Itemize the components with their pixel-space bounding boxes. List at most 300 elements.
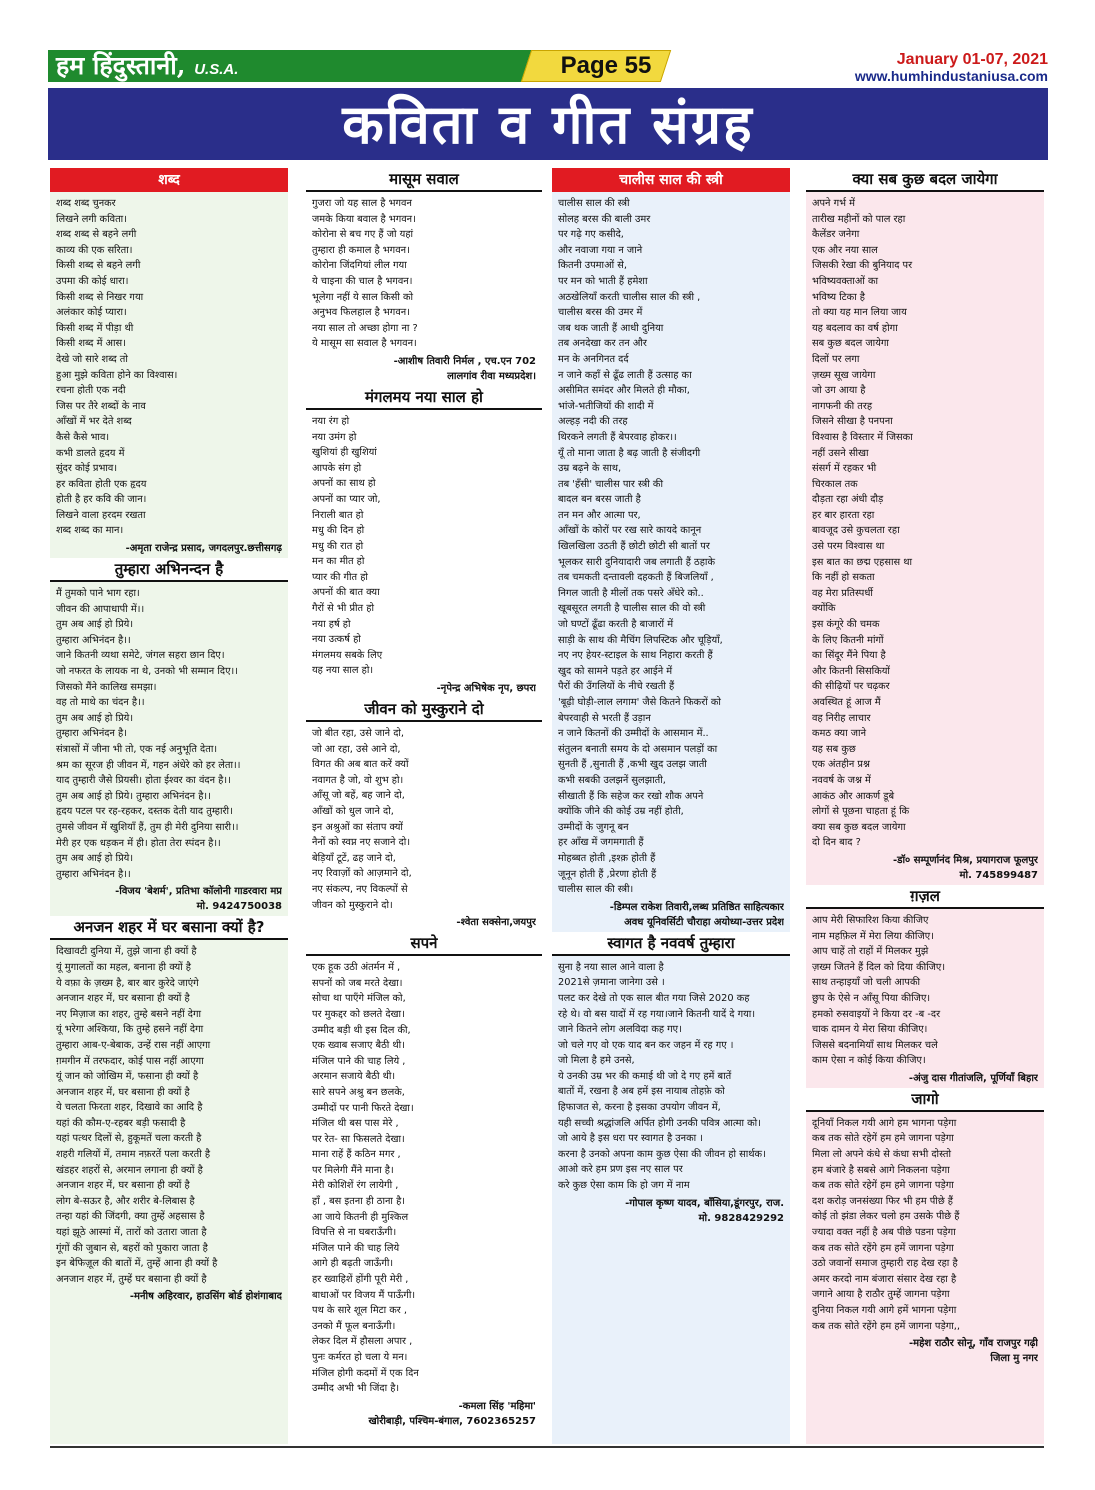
- poem-body: [50, 196, 288, 539]
- text-line: होती है हर कवि की जान।: [56, 494, 147, 506]
- text-line: ये मासूम सा सवाल है भगवन।: [312, 338, 417, 350]
- poem-body: [306, 414, 542, 679]
- text-line: इस कंगूरे की चमक: [812, 619, 880, 631]
- text-line: आगे ही बढ़ती जाऊँगी।: [312, 1258, 394, 1270]
- text-line: यूं मुगालतों का महल, बनाना ही क्यों है: [56, 961, 191, 973]
- text-line: मोहब्बत होती ,इश्क़ होती हैं: [558, 852, 656, 864]
- text-line: आँखों के कोरों पर रख सारे कायदे कानून: [558, 525, 702, 537]
- text-line: अरमान सजाये बैठी थी।: [312, 1071, 396, 1083]
- text-line: दुनिया निकल गयी आगे हमें भागना पड़ेगा: [812, 1305, 957, 1316]
- text-line: क्या सब कुछ बदल जायेगा: [812, 821, 906, 833]
- text-line: गुजरा जो यह साल है भगवन: [312, 198, 412, 209]
- text-line: मिला लो अपने कंधे से कंधा सभी दोस्तो: [812, 1149, 952, 1161]
- text-line: जो घण्टों ढूँढा करती है बाजारों में: [558, 619, 674, 631]
- text-line: मधु की रात हो: [312, 540, 364, 552]
- text-line: रहे थे। वो बस यादों में रह गया।जाने कितनी यादें दे गया।: [558, 1008, 756, 1020]
- text-line: शब्द शब्द चुनकर: [56, 198, 116, 209]
- poem-title: ग़ज़ल: [806, 885, 1044, 909]
- text-line: 2021से ज़माना जानेगा उसे ।: [558, 977, 665, 989]
- poem-credit: [306, 679, 542, 698]
- text-line: असीमित समंदर और मिलते ही मौका,: [558, 385, 690, 397]
- text-line: जो आये है इस धरा पर स्वागत है उनका ।: [558, 1133, 703, 1145]
- text-line: नहीं उसने सीखा: [812, 447, 869, 459]
- text-line: खिलखिला उठती हैं छोटी छोटी सी बातों पर: [558, 541, 710, 553]
- text-line: तुम अब आई हो प्रिये।: [56, 619, 134, 631]
- text-line: -अमृता राजेन्द्र प्रसाद, जगदलपुर.छत्तीसगढ़: [125, 543, 282, 555]
- text-line: नए मिज़ाज का शहर, तुम्हे बसने नहीं देगा: [56, 1008, 202, 1020]
- text-line: गैरों से भी प्रीत हो: [312, 603, 374, 615]
- text-line: पैरों की उँगलियों के नीचे रखती हैं: [558, 681, 675, 693]
- text-line: आ जाये कितनी ही मुश्किल: [312, 1211, 409, 1223]
- poem-credit: [806, 851, 1044, 885]
- text-line: कब तक सोते रहेगें हम हमे जागना पड़ेगा: [812, 1133, 954, 1145]
- text-line: लोग बे-सऊर है, और शरीर बे-लिबास है: [56, 1195, 195, 1207]
- text-line: संत्रासों में जीना भी तो, एक नई अनुभूति देता।: [56, 744, 218, 755]
- text-line: विगत की अब बात करें क्यों: [312, 759, 409, 771]
- text-line: जाने कितनी व्यथा समेटे, जंगल सहरा छान दिए।: [56, 650, 225, 662]
- text-line: भूलेगा नहीं ये साल किसी को: [312, 291, 414, 303]
- text-line: याद तुम्हारी जैसे प्रियसी। होता ईश्वर का वंदन है।।: [56, 775, 231, 787]
- text-line: हर बार हारता रहा: [812, 509, 875, 521]
- text-line: -आशीष तिवारी निर्मल , एच.एन 702: [393, 355, 536, 367]
- text-line: यही सच्ची श्रद्धांजलि अर्पित होगी उनकी पवित्र आत्मा को।: [558, 1117, 761, 1129]
- text-line: तुम्हारा आब-ए-बेबाक, उन्हें रास नहीं आएगा: [56, 1039, 211, 1051]
- text-line: पर मन को भाती हैं हमेशा: [558, 275, 648, 287]
- text-line: मंजिल पाने की चाह लिये ,: [312, 1055, 406, 1067]
- text-line: कभी डालते हृदय में: [56, 447, 125, 459]
- text-line: शब्द शब्द का मान।: [56, 525, 124, 537]
- text-line: ज़ख्म सूख जायेगा: [812, 369, 876, 381]
- text-line: एक ख्वाब सजाए बैठी थी।: [312, 1040, 405, 1052]
- text-line: भविष्यवक्ताओं का: [812, 275, 879, 287]
- text-line: तब चमकती दन्तावली दहकती हैं बिजलियाँ ,: [558, 572, 714, 584]
- text-line: भविष्य टिका है: [812, 291, 865, 303]
- text-line: आकंठ और आकर्ण डूबे: [812, 790, 895, 802]
- text-line: नैनों को स्वप्न नए सजाने दो।: [312, 837, 411, 849]
- text-line: पलट कर देखे तो एक साल बीत गया जिसे 2020 कह: [558, 992, 750, 1004]
- text-line: किसी शब्द से निखर गया: [56, 291, 144, 303]
- text-line: अनुभव फिलहाल है भगवन।: [312, 307, 410, 319]
- text-line: मंजिल पाने की चाह लिये: [312, 1242, 400, 1254]
- text-line: ये उनकी उम्र भर की कमाई थी जो दे गए हमें बातें: [558, 1070, 732, 1082]
- text-line: सुनती हैं ,सुनाती हैं ,कभी खुद उलझ जाती: [558, 759, 707, 771]
- poem-credit: [306, 1397, 542, 1431]
- poem-title: स्वागत है नववर्ष तुम्हारा: [552, 932, 790, 956]
- poem-credit: [552, 1194, 790, 1228]
- text-line: और नवाजा गया न जाने: [558, 244, 643, 256]
- poem-credit: [50, 882, 288, 916]
- text-line: कमठ क्या जाने: [812, 728, 867, 740]
- text-line: सारे सपने अश्रु बन छलके,: [312, 1086, 405, 1098]
- text-line: सोलह बरस की बाली उमर: [558, 213, 651, 225]
- text-line: कभी सबकी उलझनें सुलझाती,: [558, 774, 666, 786]
- text-line: हर ख्वाहिशें होंगी पूरी मेरी ,: [312, 1274, 409, 1286]
- text-line: हुआ मुझे कविता होने का विश्वास।: [56, 369, 178, 381]
- text-line: कितनी उपमाओं से,: [558, 260, 627, 272]
- text-line: बादल बन बरस जाती है: [558, 494, 641, 506]
- text-line: ज्यादा वक्त नहीं है अब पीछे पडना पड़ेगा: [812, 1227, 956, 1239]
- text-line: कि नहीं हो सकता: [812, 572, 875, 584]
- text-line: -श्वेता सक्सेना,जयपुर: [456, 917, 536, 929]
- text-line: तुम अब आई हो प्रिये। तुम्हारा अभिनंदन है।।: [56, 790, 211, 802]
- text-line: किसी शब्द में आस।: [56, 338, 126, 350]
- column-1: [50, 168, 288, 1444]
- text-line: उपमा की कोई धारा।: [56, 275, 129, 287]
- text-line: रचना होती एक नदी: [56, 385, 126, 397]
- text-line: आपके संग हो: [312, 462, 362, 474]
- poem-title: तुम्हारा अभिनन्दन है: [50, 558, 288, 582]
- poem-body: [50, 586, 288, 882]
- text-line: ग़मगीन में तरफदार, कोई पास नहीं आएगा: [56, 1055, 204, 1067]
- text-line: यूं भरेगा अश्किया, कि तुम्हे हसने नहीं देगा: [56, 1024, 204, 1036]
- text-line: जिस पर तैरे शब्दों के नाव: [56, 400, 146, 412]
- text-line: इन बेफिज़ूल की बातों में, तुम्हें आना ही क्यों है: [56, 1258, 218, 1270]
- poem-title: जागो: [806, 1088, 1044, 1112]
- text-line: कब तक सोते रहेगें हम हमे जागना पड़ेगा: [812, 1180, 954, 1192]
- text-line: मंगलमय सबके लिए: [312, 649, 383, 661]
- text-line: आँखों में भर देते शब्द: [56, 416, 132, 428]
- text-line: उठो जवानों समाज तुम्हारी राह देख रहा है: [812, 1258, 958, 1270]
- text-line: यूँ तो माना जाता है बढ़ जाती है संजीदगी: [558, 447, 701, 459]
- text-line: तुम्हारा अभिनंदन है।।: [56, 634, 131, 646]
- text-line: साथ तन्हाइयाँ जो चली आपकी: [812, 977, 921, 989]
- text-line: अठखेलियाँ करती चालीस साल की स्त्री ,: [558, 291, 701, 303]
- text-line: ये वफ़ा के ज़ख्म है, बार बार कुरेदे जाएंगे: [56, 977, 199, 989]
- text-line: क्योंकि जीने की कोई उम्र नहीं होती,: [558, 806, 684, 818]
- text-line: कैलेंडर जनेगा: [812, 229, 860, 241]
- text-line: कोई तो झंडा लेकर चलो हम उसके पीछे हैं: [812, 1211, 960, 1223]
- text-line: लेकर दिल में हौसला अपार ,: [312, 1336, 413, 1348]
- text-line: एक और नया साल: [812, 244, 878, 256]
- text-line: जो मिला है हमे उनसे,: [558, 1055, 635, 1067]
- text-line: अमर करदो नाम बंजारा संसार देख रहा है: [812, 1273, 957, 1285]
- text-line: और कितनी सिसकियों: [812, 665, 890, 677]
- text-line: जो नफरत के लायक ना थे, उनको भी सम्मान दिए।।: [56, 666, 238, 678]
- text-line: का सिंदूर मैंने पिया है: [812, 650, 886, 662]
- text-line: शहरी गलियों में, तमाम नफ़रतें पला करती है: [56, 1149, 211, 1161]
- text-line: अपनों का प्यार जो,: [312, 493, 381, 505]
- text-line: सब कुछ बदल जायेगा: [812, 338, 889, 350]
- text-line: नया साल तो अच्छा होगा ना ?: [312, 322, 418, 334]
- text-line: नए नए हेयर-स्टाइल के साथ निहारा करती हैं: [558, 650, 713, 662]
- page-number: Page 55: [560, 52, 652, 79]
- text-line: वह तो माथे का चंदन है।।: [56, 697, 145, 709]
- text-line: अनजान शहर में, तुम्हें घर बसाना ही क्यों है: [56, 1273, 207, 1285]
- text-line: उम्र बढ़ने के साथ,: [558, 463, 622, 475]
- text-line: पथ के सारे शूल मिटा कर ,: [312, 1305, 408, 1317]
- text-line: यह नया साल हो।: [312, 665, 374, 677]
- website-link[interactable]: www.humhindustaniusa.com: [854, 68, 1048, 84]
- text-line: जो आ रहा, उसे आने दो,: [312, 743, 401, 755]
- text-line: किसी शब्द से बहने लगी: [56, 260, 141, 272]
- text-line: मंजिल होगी कदमों में एक दिन: [312, 1367, 419, 1379]
- text-line: खोरीबाड़ी, पश्चिम-बंगाल, 7602365257: [368, 1415, 536, 1427]
- text-line: नवागत है जो, वो शुभ हो।: [312, 774, 404, 786]
- text-line: यह बदलाव का वर्ष होगा: [812, 322, 898, 334]
- text-line: इन अश्रुओं का संताप क्यों: [312, 821, 403, 833]
- text-line: करना है उनको अपना काम कुछ ऐसा की जीवन हो सार्थक।: [558, 1148, 766, 1160]
- text-line: आप चाहें तो राहों में मिलकर मुझे: [812, 946, 929, 958]
- text-line: प्यार की गीत हो: [312, 571, 368, 583]
- text-line: हिफाजत से, करना है इसका उपयोग जीवन में,: [558, 1102, 721, 1114]
- text-line: नए रिवाज़ों को आज़माने दो,: [312, 868, 412, 880]
- text-line: 'बूढ़ी घोड़ी-लाल लगाम' जैसे कितने फिकरों को: [558, 697, 721, 708]
- text-line: निगल जाती है मीलों तक पसरे अँधेरे को..: [558, 587, 704, 599]
- text-line: संसर्ग में रहकर भी: [812, 463, 877, 475]
- text-line: जीवन की आपाधापी में।।: [56, 603, 145, 615]
- text-line: किसी शब्द में पीड़ा थी: [56, 322, 134, 334]
- text-line: उम्मीद बड़ी थी इस दिल की,: [312, 1024, 411, 1036]
- text-line: जब थक जाती हैं आधी दुनिया: [558, 322, 664, 334]
- text-line: शब्द शब्द से बहने लगी: [56, 229, 137, 241]
- text-line: तब 'हँसी' चालीस पार स्त्री की: [558, 478, 663, 490]
- text-line: दो दिन बाद ?: [812, 837, 861, 849]
- text-line: संतुलन बनाती समय के दो असमान पलड़ों का: [558, 743, 718, 755]
- text-line: बावजूद उसे कुचलता रहा: [812, 525, 900, 537]
- text-line: नागफनी की तरह: [812, 400, 873, 412]
- text-line: बेड़ियाँ टूटें, ढह जाने दो,: [312, 852, 396, 864]
- text-line: बातों में, रखना है अब हमें इस नायाब तोहफ़े को: [558, 1086, 725, 1098]
- text-line: तारीख महीनों को पाल रहा: [812, 213, 906, 225]
- text-line: दूनियाँ निकल गयी आगे हम भागना पड़ेगा: [812, 1117, 957, 1129]
- text-line: चिरकाल तक: [812, 478, 858, 490]
- poem-body: [552, 960, 790, 1194]
- text-line: तन मन और आत्मा पर,: [558, 509, 641, 521]
- text-line: मधु की दिन हो: [312, 525, 365, 537]
- text-line: हृदय पटल पर रह-रहकर, दस्तक देती याद तुम्हारी।: [56, 806, 233, 818]
- text-line: अवध यूनिवर्सिटी चौराहा अयोध्या-उत्तर प्रदेश: [624, 916, 784, 928]
- text-line: ज़ख्म जितने हैं दिल को दिया कीजिए।: [812, 961, 946, 973]
- text-line: नया उमंग हो: [312, 431, 357, 443]
- text-line: कब तक सोते रहेंगे हम हमें जागना पड़ेगा: [812, 1242, 954, 1254]
- text-line: भूलकर सारी दुनियादारी जब लगाती हैं ठहाके: [558, 556, 715, 568]
- text-line: जिसने सीखा है पनपना: [812, 416, 893, 428]
- text-line: अपनों का साथ हो: [312, 478, 376, 490]
- text-line: आप मेरी सिफारिश किया कीजिए: [812, 914, 929, 926]
- text-line: आँखों को धुल जाने दो,: [312, 806, 394, 817]
- column-4: [806, 168, 1044, 1444]
- poem-credit: [806, 1069, 1044, 1088]
- text-line: मो. 9828429292: [698, 1212, 784, 1224]
- text-line: न जाने कहाँ से ढूँढ लाती हैं उत्साह का: [558, 369, 692, 381]
- text-line: कब तक सोते रहेंगे हम हमें जागना पड़ेगा,,: [812, 1320, 960, 1332]
- text-line: हर कविता होती एक हृदय: [56, 478, 147, 490]
- text-line: नाम महफ़िल में मेरा लिया कीजिए।: [812, 930, 934, 942]
- text-line: नया रंग हो: [312, 415, 350, 427]
- text-line: चालीस साल की स्त्री।: [558, 884, 634, 896]
- text-line: पर रेत- सा फिसलते देखा।: [312, 1133, 405, 1145]
- text-line: उम्मीदों के जुगनू बन: [558, 821, 629, 833]
- text-line: सीखाती हैं कि सहेज कर रखो शौक अपने: [558, 790, 704, 802]
- text-line: भांजे-भतीजियों की शादी में: [558, 400, 654, 412]
- text-line: ये चाइना की चाल है भगवन।: [312, 275, 413, 287]
- text-line: काव्य की एक सरिता।: [56, 244, 133, 256]
- text-line: अपनों की बात क्या: [312, 587, 380, 599]
- text-line: मन के अनगिनत दर्द: [558, 353, 629, 365]
- text-line: -अंजु दास गीतांजलि, पूर्णियाँ बिहार: [908, 1072, 1038, 1084]
- text-line: तुमसे जीवन में खुशियाँ हैं, तुम ही मेरी दुनिया सारी।।: [56, 821, 239, 833]
- text-line: पर मुकद्दर को छलते देखा।: [312, 1008, 405, 1020]
- newspaper-brand: [48, 50, 536, 82]
- text-line: जिससे बदनामियाँ साथ मिलकर चले: [812, 1039, 938, 1051]
- text-line: वह निरीह लाचार: [812, 712, 871, 724]
- text-line: मैं तुमको पाने भाग रहा।: [56, 588, 140, 600]
- text-line: जिसको मैंने कालिख समझा।: [56, 681, 157, 693]
- text-line: तुम्हारा ही कमाल है भगवन।: [312, 244, 410, 256]
- text-line: अल्हड़ नदी की तरह: [558, 416, 628, 428]
- text-line: आओ करे हम प्रण इस नए साल पर: [558, 1164, 683, 1176]
- text-line: तुम्हारा अभिनंदन है।: [56, 728, 127, 740]
- text-line: खुद को सामने पड़ते हर आईने में: [558, 665, 673, 677]
- poem-body: [552, 196, 790, 898]
- poem-title: मंगलमय नया साल हो: [306, 386, 542, 410]
- text-line: मो. 745899487: [959, 869, 1038, 881]
- text-line: खंडहर शहरों से, अरमान लगाना ही क्यों है: [56, 1164, 203, 1176]
- text-line: चाक दामन ये मेरा सिया कीजिए।: [812, 1024, 928, 1036]
- text-line: लालगांव रीवा मध्यप्रदेश।: [447, 370, 536, 382]
- text-line: कोरोना से बच गए हैं जो यहां: [312, 229, 414, 241]
- text-line: विपत्ति से ना घबराऊँगी।: [312, 1227, 397, 1239]
- brand-name: हम हिंदुस्तानी,: [56, 51, 186, 80]
- text-line: नए संकल्प, नए विकल्पों से: [312, 883, 408, 895]
- section-banner: कविता व गीत संग्रह: [48, 88, 1048, 160]
- poem-body: [806, 913, 1044, 1069]
- text-line: न जाने कितनों की उम्मीदों के आसमान में..: [558, 728, 709, 740]
- text-line: -गोपाल कृष्ण यादव, बाँसिया,डूंगरपुर, राज.: [625, 1197, 784, 1209]
- text-line: उनको मैं फूल बनाऊँगी।: [312, 1320, 396, 1332]
- text-line: -महेश राठौर सोनू, गाँव राजपुर गढ़ी: [908, 1338, 1038, 1350]
- text-line: सुंदर कोई प्रभाव।: [56, 463, 118, 475]
- text-line: जमके किया बवाल है भगवन।: [312, 213, 416, 225]
- text-line: मंजिल थी बस पास मेरे ,: [312, 1118, 399, 1130]
- text-line: अनजान शहर में, घर बसाना ही क्यों है: [56, 1180, 190, 1192]
- text-line: -विजय 'बेशर्म', प्रतिभा कॉलोनी गाडरवारा मप्र: [115, 886, 282, 898]
- text-line: गूंगों की जुबान से, बहरों को पुकारा जाता है: [56, 1242, 208, 1254]
- poem-body: [806, 196, 1044, 851]
- text-line: जिसकी रेखा की बुनियाद पर: [812, 260, 913, 272]
- poem-title: शब्द: [50, 168, 288, 192]
- text-line: यह सब कुछ: [812, 743, 856, 755]
- text-line: यूं जान को जोखिम में, फसाना ही क्यों है: [56, 1071, 199, 1083]
- text-line: हमको रुसवाइयों ने किया दर -ब -दर: [812, 1008, 941, 1020]
- text-line: ये चलता फिरता शहर, दिखावे का आदि है: [56, 1102, 203, 1114]
- text-line: पर गढ़े गए कसीदे,: [558, 229, 624, 241]
- text-line: उम्मीदों पर पानी फिरते देखा।: [312, 1102, 414, 1114]
- text-line: बाधाओं पर विजय मैं पाऊँगी।: [312, 1289, 416, 1301]
- text-line: मेरी हर एक धड़कन में ही। होता तेरा स्पंदन है।।: [56, 837, 221, 849]
- column-2: [306, 168, 542, 1444]
- text-line: जिला मु नगर: [990, 1353, 1038, 1365]
- poem-title: जीवन को मुस्कुराने दो: [306, 698, 542, 722]
- text-line: -डॉ० सम्पूर्णानंद मिश्र, प्रयागराज फूलपुर: [892, 854, 1038, 866]
- text-line: -नृपेन्द्र अभिषेक नृप, छपरा: [436, 683, 536, 695]
- text-line: काम ऐसा न कोई किया कीजिए।: [812, 1055, 926, 1067]
- poem-credit: [50, 1287, 288, 1306]
- poem-credit: [306, 913, 542, 932]
- text-line: जगाने आया है राठौर तुम्हें जागना पड़ेगा: [812, 1289, 950, 1301]
- text-line: क्योंकि: [812, 603, 836, 615]
- poem-title: चालीस साल की स्त्री: [552, 168, 790, 192]
- text-line: छुप के ऐसे न आँसू पिया कीजिए।: [812, 992, 931, 1004]
- text-line: के लिए कितनी मांगों: [812, 634, 884, 646]
- poem-title: क्या सब कुछ बदल जायेगा: [806, 168, 1044, 192]
- text-line: दिलों पर लगा: [812, 353, 860, 365]
- text-line: यहां झूठे आस्मां में, तारों को उतारा जाता है: [56, 1227, 207, 1239]
- text-line: करे कुछ ऐसा काम कि हो जग में नाम: [558, 1180, 690, 1192]
- text-line: एक अंतहीन प्रश्न: [812, 759, 870, 771]
- text-line: जाने कितने लोग अलविदा कह गए।: [558, 1024, 682, 1036]
- text-line: दश करोड़ जनसंख्या फिर भी हम पीछे हैं: [812, 1195, 954, 1207]
- text-line: जूनून होती हैं ,प्रेरणा होती हैं: [558, 868, 657, 880]
- text-line: निराली बात हो: [312, 509, 364, 521]
- text-line: नववर्ष के जश्न में: [812, 774, 871, 786]
- text-line: सोचा था पाएँगे मंजिल को,: [312, 993, 406, 1005]
- text-line: कोरोना जिंदगियां लील गया: [312, 260, 407, 272]
- issue-date: January 01-07, 2021: [896, 51, 1048, 68]
- text-line: -डिम्पल राकेश तिवारी,लब्ध प्रतिष्ठित साहित्यकार: [609, 901, 784, 913]
- poem-credit: [806, 1334, 1044, 1368]
- text-line: पर मिलेगी मैंने माना है।: [312, 1164, 394, 1176]
- text-line: तुम अब आई हो प्रिये।: [56, 712, 134, 724]
- text-line: तो क्या यह मान लिया जाय: [812, 307, 907, 319]
- text-line: लिखने लगी कविता।: [56, 213, 127, 225]
- text-line: लोगों से पूछना चाहता हूं कि: [812, 806, 910, 818]
- text-line: तब अनदेखा कर तन और: [558, 338, 647, 350]
- text-line: मन का मीत हो: [312, 556, 365, 568]
- poem-credit: [552, 898, 790, 932]
- text-line: चालीस साल की स्त्री: [558, 198, 630, 209]
- poem-title: अनजन शहर में घर बसाना क्यों है?: [50, 916, 288, 940]
- text-line: दिखावटी दुनिया में, तुझे जाना ही क्यों है: [56, 946, 197, 958]
- text-line: नया उत्कर्ष हो: [312, 634, 361, 646]
- brand-suffix: U.S.A.: [194, 61, 239, 78]
- text-line: माना राहें हैं कठिन मगर ,: [312, 1149, 401, 1161]
- text-line: सपनों को जब मरते देखा।: [312, 977, 403, 989]
- poem-body: [306, 960, 542, 1397]
- poem-body: [806, 1116, 1044, 1334]
- poem-body: [306, 726, 542, 913]
- text-line: उम्मीद अभी भी जिंदा है।: [312, 1383, 400, 1395]
- text-line: जीवन को मुस्कुराने दो।: [312, 899, 393, 911]
- text-line: नया हर्ष हो: [312, 618, 351, 630]
- poem-body: [50, 944, 288, 1287]
- page-header: [48, 50, 1048, 82]
- text-line: साड़ी के साथ की मैचिंग लिपस्टिक और चूड़ियाँ,: [558, 634, 723, 646]
- footer-rule: [50, 1446, 1044, 1448]
- text-line: यहां पत्थर दिलों से, हुकूमतें चला करती है: [56, 1133, 202, 1145]
- text-line: एक हूक उठी अंतर्मन में ,: [312, 962, 401, 974]
- text-line: जो बीत रहा, उसे जाने दो,: [312, 728, 405, 740]
- text-line: मेरी कोशिशें रंग लायेगी ,: [312, 1180, 399, 1192]
- text-line: जो चले गए वो एक याद बन कर जहन में रह गए ।: [558, 1039, 734, 1051]
- text-line: हाँ , बस इतना ही ठाना है।: [312, 1196, 405, 1208]
- text-line: -मनीष अहिरवार, हाउसिंग बोर्ड होशंगाबाद: [129, 1291, 282, 1303]
- issue-info: [855, 52, 1048, 84]
- text-line: पुनः कर्मरत हो चला ये मन।: [312, 1352, 408, 1363]
- text-line: की सीढ़ियों पर चढ़कर: [812, 681, 890, 693]
- text-line: कैसे कैसे भाव।: [56, 431, 110, 443]
- text-line: देखे जो सारे शब्द तो: [56, 353, 128, 365]
- text-line: श्रम का सूरज ही जीवन में, गहन अंधेरे को हर लेता।।: [56, 759, 241, 771]
- text-line: अनजान शहर में, घर बसाना ही क्यों है: [56, 1086, 190, 1098]
- poem-credit: [306, 352, 542, 386]
- text-line: खूबसूरत लगती है चालीस साल की वो स्त्री: [558, 603, 706, 615]
- text-line: यहां की कौम-ए-रहबर बड़ी फसादी है: [56, 1117, 186, 1129]
- poem-body: [306, 196, 542, 352]
- text-line: जो उग आया है: [812, 385, 866, 397]
- text-line: अपने गर्भ में: [812, 198, 855, 209]
- text-line: आँसू जो बहें, बह जाने दो,: [312, 790, 405, 802]
